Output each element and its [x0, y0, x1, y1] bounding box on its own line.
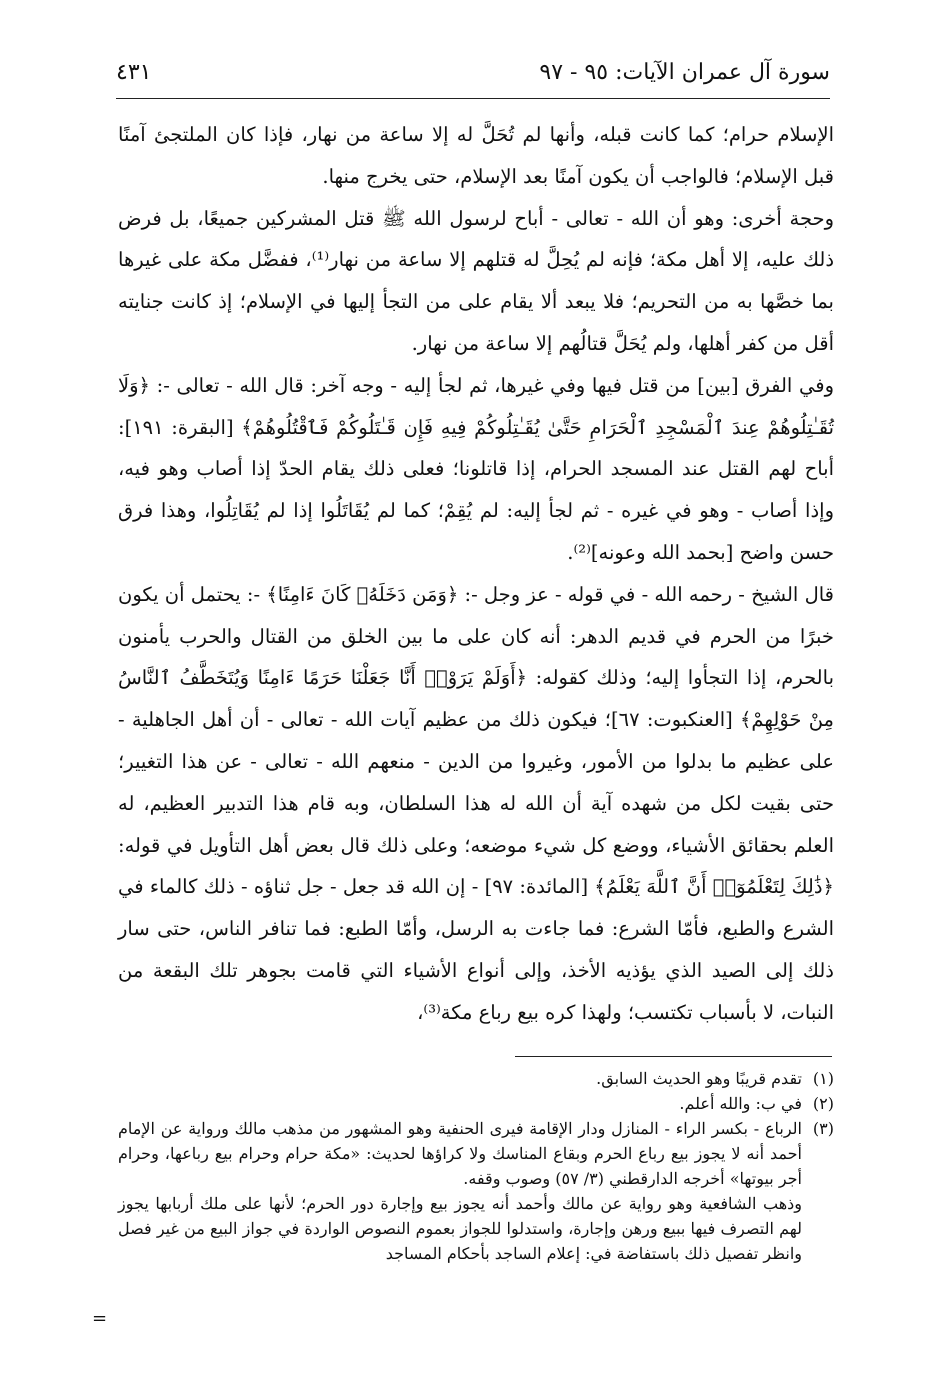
footnote-text: الرباع - بكسر الراء - المنازل ودار الإقامة فيرى الحنفية وهو المشهور من مذهب مالك ورواية عن الإمام أحمد أنه لا يجوز بيع رباع الحرم وبقاع المناسك ولا كراؤها لحديث: «مكة حرام وحرام بيع رباعها، وحرام أجر بيوتها» أخرجه الدارقطني (٣/ ٥٧) وصوب وقفه. — [118, 1119, 802, 1188]
footnote-number: (٣) — [812, 1119, 834, 1138]
paragraph: وحجة أخرى: وهو أن الله - تعالى - أباح لرسول الله ﷺ قتل المشركين جميعًا، بل فرض ذلك عليه، إلا أهل مكة؛ فإنه لم يُحِلَّ له قتلهم إلا ساعة من نهار⁽¹⁾، ففضَّل مكة على غيرها بما خصَّها به من التحريم؛ فلا يبعد ألا يقام على من التجأ إليها في الإسلام؛ إذ كانت جنايته أقل من كفر أهلها، ولم يُحَلَّ قتالُهم إلا ساعة من نهار. — [118, 206, 834, 355]
footnote-number: (٢) — [812, 1094, 834, 1113]
main-text — [118, 114, 834, 1034]
header-rule — [116, 98, 830, 99]
footnote-text: تقدم قريبًا وهو الحديث السابق. — [596, 1069, 802, 1088]
footnote-number: (١) — [812, 1069, 834, 1088]
header-title: سورة آل عمران الآيات: ٩٥ - ٩٧ — [539, 60, 830, 85]
running-header — [116, 52, 830, 96]
footnote — [118, 1116, 834, 1191]
footnote — [118, 1066, 834, 1091]
footnote-continuation: وذهب الشافعية وهو رواية عن مالك وأحمد أنه يجوز بيع وإجارة دور الحرم؛ لأنها على ملك أربابها يجوز لهم التصرف فيها ببيع ورهن وإجارة، واستدلوا للجواز بعموم النصوص الواردة في جواز البيع من غير فصل وانظر تفصيل ذلك باستفاضة في: إعلام الساجد بأحكام المساجد — [118, 1194, 803, 1263]
paragraph: وفي الفرق [بين] من قتل فيها وفي غيرها، ثم لجأ إليه - وجه آخر: قال الله - تعالى -: ﴿وَلَا تُقَـٰتِلُوهُمْ عِندَ ٱلْمَسْجِدِ ٱلْحَرَامِ حَتَّىٰ يُقَـٰتِلُوكُمْ فِيهِ فَإِن قَـٰتَلُوكُمْ فَٱقْتُلُوهُمْ﴾ [البقرة: ١٩١]: أباح لهم القتل عند المسجد الحرام، إذا قاتلونا؛ فعلى ذلك يقام الحدّ إذا أصاب وهو فيه، وإذا أصاب - وهو في غيره - ثم لجأ إليه: لم يُقِمْ؛ كما لم يُقَاتَلُوا إذا لم يُقَاتِلُوا، وهذا فرق حسن واضح [بحمد الله وعونه]⁽²⁾. — [118, 373, 834, 564]
paragraph: الإسلام حرام؛ كما كانت قبله، وأنها لم تُحَلَّ له إلا ساعة من نهار، فإذا كان الملتجئ آمنًا قبل الإسلام؛ فالواجب أن يكون آمنًا بعد الإسلام، حتى يخرج منها. — [118, 123, 834, 188]
footnotes — [118, 1066, 834, 1266]
continuation-mark: = — [92, 1308, 108, 1329]
footnote — [118, 1091, 834, 1116]
page-number: ٤٣١ — [116, 60, 152, 85]
footnote-rule — [515, 1056, 832, 1057]
footnote-text: في ب: والله أعلم. — [679, 1094, 802, 1113]
paragraph: قال الشيخ - رحمه الله - في قوله - عز وجل -: ﴿وَمَن دَخَلَهُۥ كَانَ ءَامِنًا﴾ -: يحتمل أن يكون خبرًا من الحرم في قديم الدهر: أنه كان على ما بين الخلق من القتال والحرب يأمنون بالحرم، إذا التجأوا إليه؛ وذلك كقوله: ﴿أَوَلَمْ يَرَوْا۟ أَنَّا جَعَلْنَا حَرَمًا ءَامِنًا وَيُتَخَطَّفُ ٱلنَّاسُ مِنْ حَوْلِهِمْ﴾ [العنكبوت: ٦٧]؛ فيكون ذلك من عظيم آيات الله - تعالى - أن أهل الجاهلية - على عظيم ما بدلوا من الأمور، وغيروا من الدين - منعهم الله - تعالى - عن هذا التغيير؛ حتى بقيت لكل من شهده آية أن الله له هذا السلطان، وبه قام هذا التدبير العظيم، له العلم بحقائق الأشياء، ووضع كل شيء موضعه؛ وعلى ذلك قال بعض أهل التأويل في قوله: ﴿ذَٰلِكَ لِتَعْلَمُوٓا۟ أَنَّ ٱللَّهَ يَعْلَمُ﴾ [المائدة: ٩٧] - إن الله قد جعل - جل ثناؤه - ذلك كالماء في الشرع والطبع، فأمّا الشرع: فما جاءت به الرسل، وأمّا الطبع: فما تنافر الناس، حتى سار ذلك إلى الصيد الذي يؤذيه الأخذ، وإلى أنواع الأشياء التي قامت بجوهر تلك البقعة من النبات، لا بأسباب تكتسب؛ ولهذا كره بيع رباع مكة⁽³⁾، — [118, 582, 834, 1024]
